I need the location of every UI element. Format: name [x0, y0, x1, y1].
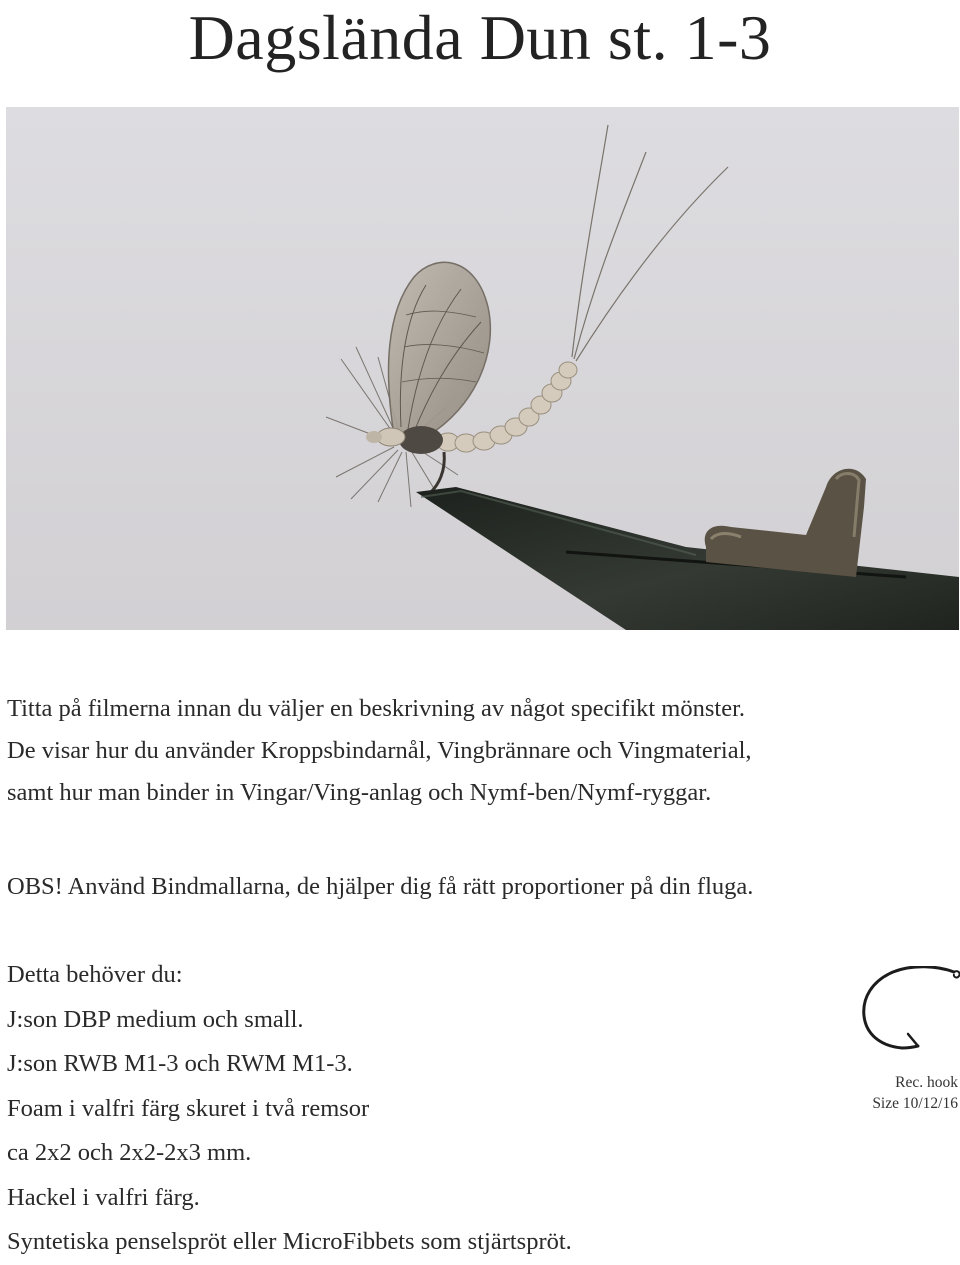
rec-hook-size: Size 10/12/16 — [872, 1095, 958, 1112]
material-item: Syntetiska penselspröt eller MicroFibbets som stjärtspröt. — [7, 1228, 572, 1255]
intro-line: De visar hur du använder Kroppsbindarnål, Vingbrännare och Vingmaterial, — [7, 737, 752, 764]
recommended-hook — [852, 1072, 958, 1114]
page-title: Dagslända Dun st. 1-3 — [188, 2, 772, 73]
intro-paragraph — [7, 688, 752, 814]
obs-line: OBS! Använd Bindmallarna, de hjälper dig få rätt proportioner på din fluga. — [7, 873, 754, 900]
material-item: J:son DBP medium och small. — [7, 1005, 304, 1033]
mayfly-dun-photo — [6, 107, 959, 630]
fly-hook-icon — [858, 966, 960, 1056]
material-item: Foam i valfri färg skuret i två remsor — [7, 1094, 370, 1122]
materials-heading: Detta behöver du: — [7, 961, 183, 988]
intro-line: Titta på filmerna innan du väljer en beskrivning av något specifikt mönster. — [7, 695, 746, 722]
fly-photo — [6, 107, 959, 630]
obs-note — [7, 866, 753, 908]
material-item: J:son RWB M1-3 och RWM M1-3. — [7, 1050, 353, 1077]
material-item: ca 2x2 och 2x2-2x3 mm. — [7, 1139, 252, 1166]
material-item: Hackel i valfri färg. — [7, 1183, 200, 1211]
intro-line: samt hur man binder in Vingar/Ving-anlag och Nymf-ben/Nymf-ryggar. — [7, 779, 712, 806]
materials-list — [7, 953, 572, 1265]
rec-hook-label: Rec. hook — [895, 1074, 958, 1091]
